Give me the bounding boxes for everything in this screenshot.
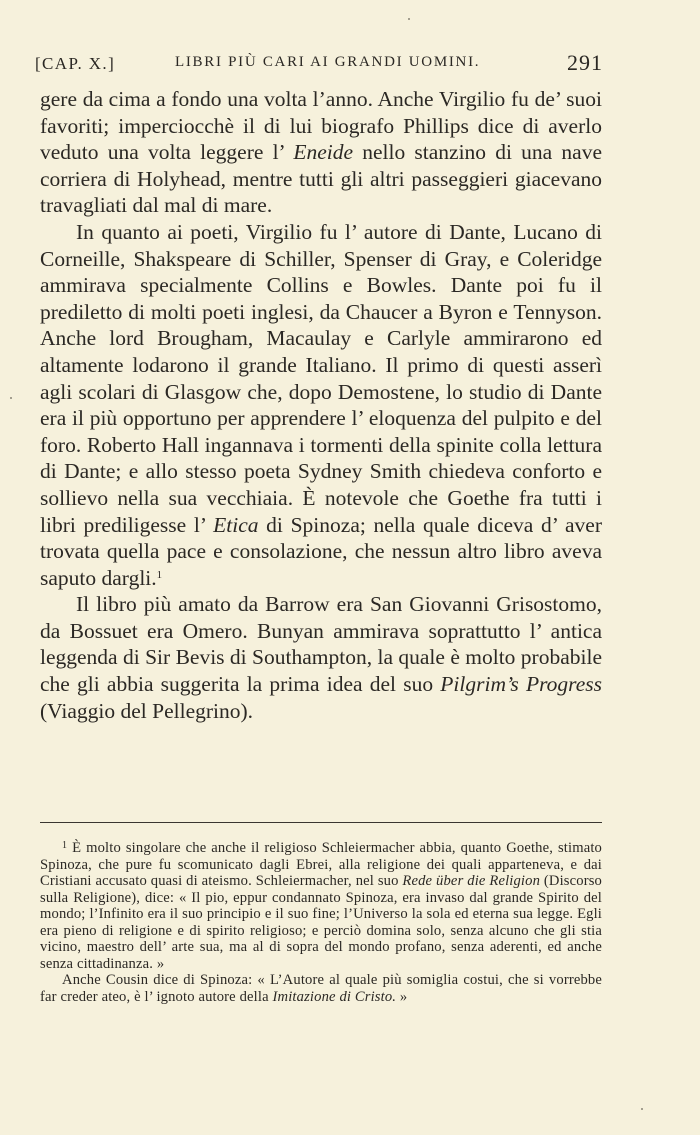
paragraph-1: [40, 86, 602, 219]
running-title: LIBRI PIÙ CARI AI GRANDI UOMINI.: [175, 54, 481, 70]
paragraph-1-text-a: gere da cima a fondo una volta l’anno. Anche Virgilio fu de’ suoi favoriti; imperciocchè il di lui biografo Phillips dice di averlo veduto una volta leggere l’: [40, 87, 602, 165]
margin-speck: [408, 18, 410, 20]
body-text: [40, 86, 602, 724]
footnote-1: [40, 840, 602, 972]
paragraph-3: [40, 591, 602, 724]
paragraph-2-text-b: di Spinoza; nella quale diceva d’ aver trovata quella pace e consolazione, che nessun altro libro aveva saputo dargli.: [40, 512, 603, 590]
title-etica: Etica: [213, 512, 259, 537]
margin-speck: [641, 1108, 643, 1110]
title-rede-uber-die-religion: Rede über die Religion: [402, 873, 541, 889]
footnotes: [40, 840, 602, 1005]
page-number: 291: [567, 50, 603, 75]
paragraph-2: [40, 219, 602, 591]
footnote-1-cont-text-a: Anche Cousin dice di Spinoza: « L’Autore al quale più somiglia costui, che si vorrebbe far creder ateo, è l’ ignoto autore della: [40, 972, 602, 1005]
title-imitazione-di-cristo: Imitazione di Cristo.: [272, 988, 397, 1005]
footnote-1-text-a: È molto singolare che anche il religioso Schleiermacher abbia, quanto Goethe, stimato Spinoza, che pure fu scomunicato dagli Ebrei, alla religione dei quali apparteneva, e dai Cristiani accusato quasi di ateismo. Schleiermacher, nel suo: [40, 840, 602, 889]
footnote-1-text-b: (Discorso sulla Religione), dice: « Il pio, eppur condannato Spinoza, era invaso dal grande Spirito del mondo; l’Infinito era il suo principio e il suo fine; l’Universo la sola ed eterna sua legge. Egli era pieno di religione e di spirito religioso; e perciò domina solo, senza alcuno che gli stia vicino, maestro dell’ arte sua, ma al di sopra del mondo profano, senza aderenti, ed anche senza cittadinanza. »: [40, 873, 602, 972]
paragraph-3-text-b: (Viaggio del Pellegrino).: [40, 698, 254, 723]
paragraph-2-text-a: In quanto ai poeti, Virgilio fu l’ autore di Dante, Lucano di Corneille, Shakspeare di Schiller, Spenser di Gray, e Coleridge ammirava specialmente Collins e Bowles. Dante poi fu il prediletto di molti poeti inglesi, da Chaucer a Byron e Tennyson. Anche lord Brougham, Macaulay e Carlyle ammirarono ed altamente lodarono il grande Italiano. Il primo di questi asserì agli scolari di Glasgow che, dopo Demostene, lo studio di Dante era il più opportuno per apprendere l’ eloquenza del pulpito e del foro. Roberto Hall ingannava i tormenti della spinite colla lettura di Dante; e allo stesso poeta Sydney Smith chiedeva conforto e sollievo nella sua vecchiaia. È notevole che Goethe fra tutti i libri prediligesse l’: [40, 219, 602, 537]
title-eneide: Eneide: [293, 140, 354, 165]
footnote-divider: [40, 822, 602, 823]
footnote-1-continuation: [40, 972, 602, 1005]
footnote-marker: 1: [62, 840, 68, 851]
title-pilgrims-progress: Pilgrim’s Progress: [440, 672, 602, 697]
footnote-1-cont-text-b: »: [396, 988, 408, 1005]
footnote-reference: 1: [156, 568, 163, 581]
running-head: [35, 50, 603, 78]
chapter-label: [CAP. X.]: [35, 54, 116, 73]
margin-speck: [10, 397, 12, 399]
paragraph-1-text-b: nello stanzino di una nave corriera di Holyhead, mentre tutti gli altri passeggieri giacevano travagliati dal mal di mare.: [40, 140, 602, 218]
paragraph-3-text-a: Il libro più amato da Barrow era San Giovanni Grisostomo, da Bossuet era Omero. Bunyan ammirava soprattutto l’ antica leggenda di Sir Bevis di Southampton, la quale è molto probabile che gli abbia suggerita la prima idea del suo: [40, 592, 602, 697]
